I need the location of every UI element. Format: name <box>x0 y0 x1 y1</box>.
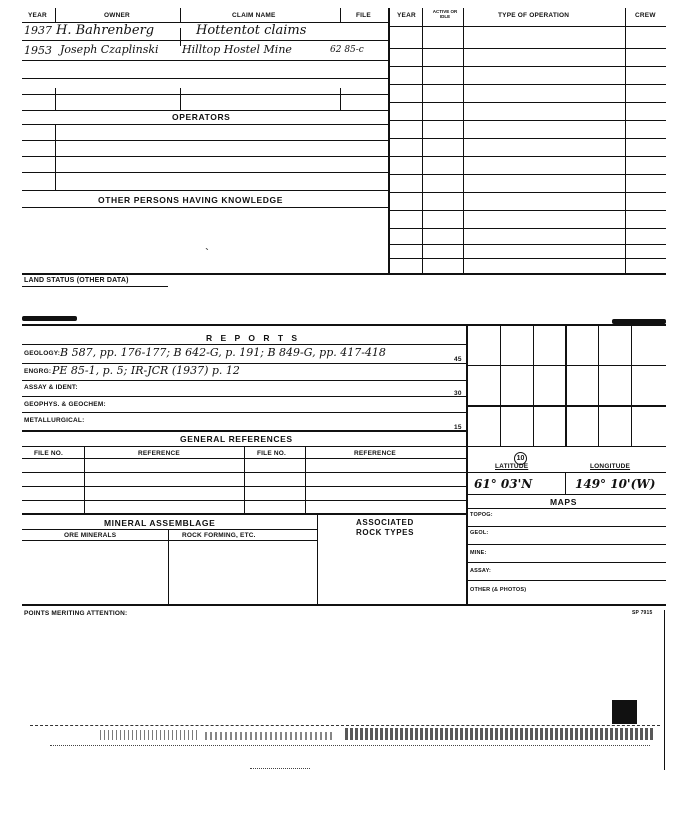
col-op-year-header: YEAR <box>397 12 416 19</box>
engrg-value: PE 85-1, p. 5; IR-JCR (1937) p. 12 <box>52 364 240 377</box>
col-active-header: ACTIVE OR IDLE <box>432 9 458 19</box>
scan-line-1 <box>30 725 660 727</box>
land-status-label: LAND STATUS (OTHER DATA) <box>24 277 129 284</box>
col-rock-forming: ROCK FORMING, ETC. <box>182 532 256 539</box>
col-ore-minerals: ORE MINERALS <box>64 532 117 539</box>
geology-value: B 587, pp. 176-177; B 642-G, p. 191; B 849-G, pp. 417-418 <box>60 346 386 359</box>
associated-rock-types-1: ASSOCIATED <box>356 518 414 527</box>
maps-geol: GEOL: <box>470 530 489 536</box>
col-reference-2: REFERENCE <box>354 450 396 457</box>
points-meriting-attention-label: POINTS MERITING ATTENTION: <box>24 610 128 617</box>
scan-mark-left <box>22 316 77 321</box>
circled-number: 10 <box>514 452 527 465</box>
general-references-title: GENERAL REFERENCES <box>180 434 293 444</box>
form-code: SP 7915 <box>632 610 653 616</box>
longitude-value: 149° 10'(W) <box>575 477 656 491</box>
other-persons-label: OTHER PERSONS HAVING KNOWLEDGE <box>98 195 284 205</box>
maps-title: MAPS <box>550 497 577 507</box>
geology-label: GEOLOGY: <box>24 350 61 357</box>
longitude-label: LONGITUDE <box>590 463 631 470</box>
owner-row-2-owner: Joseph Czaplinski <box>60 43 159 56</box>
owner-row-2-file: 62 85-c <box>330 45 364 55</box>
scan-noise-1 <box>100 730 200 740</box>
maps-topog: TOPOG: <box>470 512 493 518</box>
owner-row-1-year: 1937 <box>24 24 52 37</box>
mineral-assemblage-title: MINERAL ASSEMBLAGE <box>104 518 216 528</box>
scan-noise-3 <box>345 728 655 740</box>
col-claim-name-header: CLAIM NAME <box>232 12 276 19</box>
latitude-label: LATITUDE <box>495 463 529 470</box>
col-file-no-1: FILE NO. <box>34 450 64 457</box>
scan-block <box>612 700 637 724</box>
col-type-header: TYPE OF OPERATION <box>498 12 570 19</box>
latitude-value: 61° 03'N <box>474 477 533 491</box>
scan-noise-2 <box>205 732 335 740</box>
col-file-no-2: FILE NO. <box>257 450 287 457</box>
maps-assay: ASSAY: <box>470 568 492 574</box>
operators-label: OPERATORS <box>172 112 231 122</box>
owner-row-1-owner: H. Bahrenberg <box>56 23 155 38</box>
owner-row-1-claim: Hottentot claims <box>196 23 307 38</box>
col-file-header: FILE <box>356 12 371 19</box>
owner-row-2-claim: Hilltop Hostel Mine <box>182 43 292 56</box>
reports-title: R E P O R T S <box>206 333 301 343</box>
col-reference-1: REFERENCE <box>138 450 180 457</box>
maps-other: OTHER (& PHOTOS) <box>470 587 527 593</box>
stray-mark: ` <box>205 246 209 260</box>
num-30: 30 <box>454 390 462 397</box>
scan-line-2 <box>50 745 650 747</box>
col-year-header: YEAR <box>28 12 47 19</box>
num-45: 45 <box>454 356 462 363</box>
associated-rock-types-2: ROCK TYPES <box>356 528 415 537</box>
assay-label: ASSAY & IDENT: <box>24 384 78 391</box>
col-owner-header: OWNER <box>104 12 130 19</box>
scan-line-3 <box>250 768 310 770</box>
engrg-label: ENGRG: <box>24 368 52 375</box>
owner-row-2-year: 1953 <box>24 44 52 57</box>
geophys-label: GEOPHYS. & GEOCHEM: <box>24 401 106 408</box>
num-15: 15 <box>454 424 462 431</box>
col-crew-header: CREW <box>635 12 656 19</box>
metallurgical-label: METALLURGICAL: <box>24 417 85 424</box>
maps-mine: MINE: <box>470 550 487 556</box>
